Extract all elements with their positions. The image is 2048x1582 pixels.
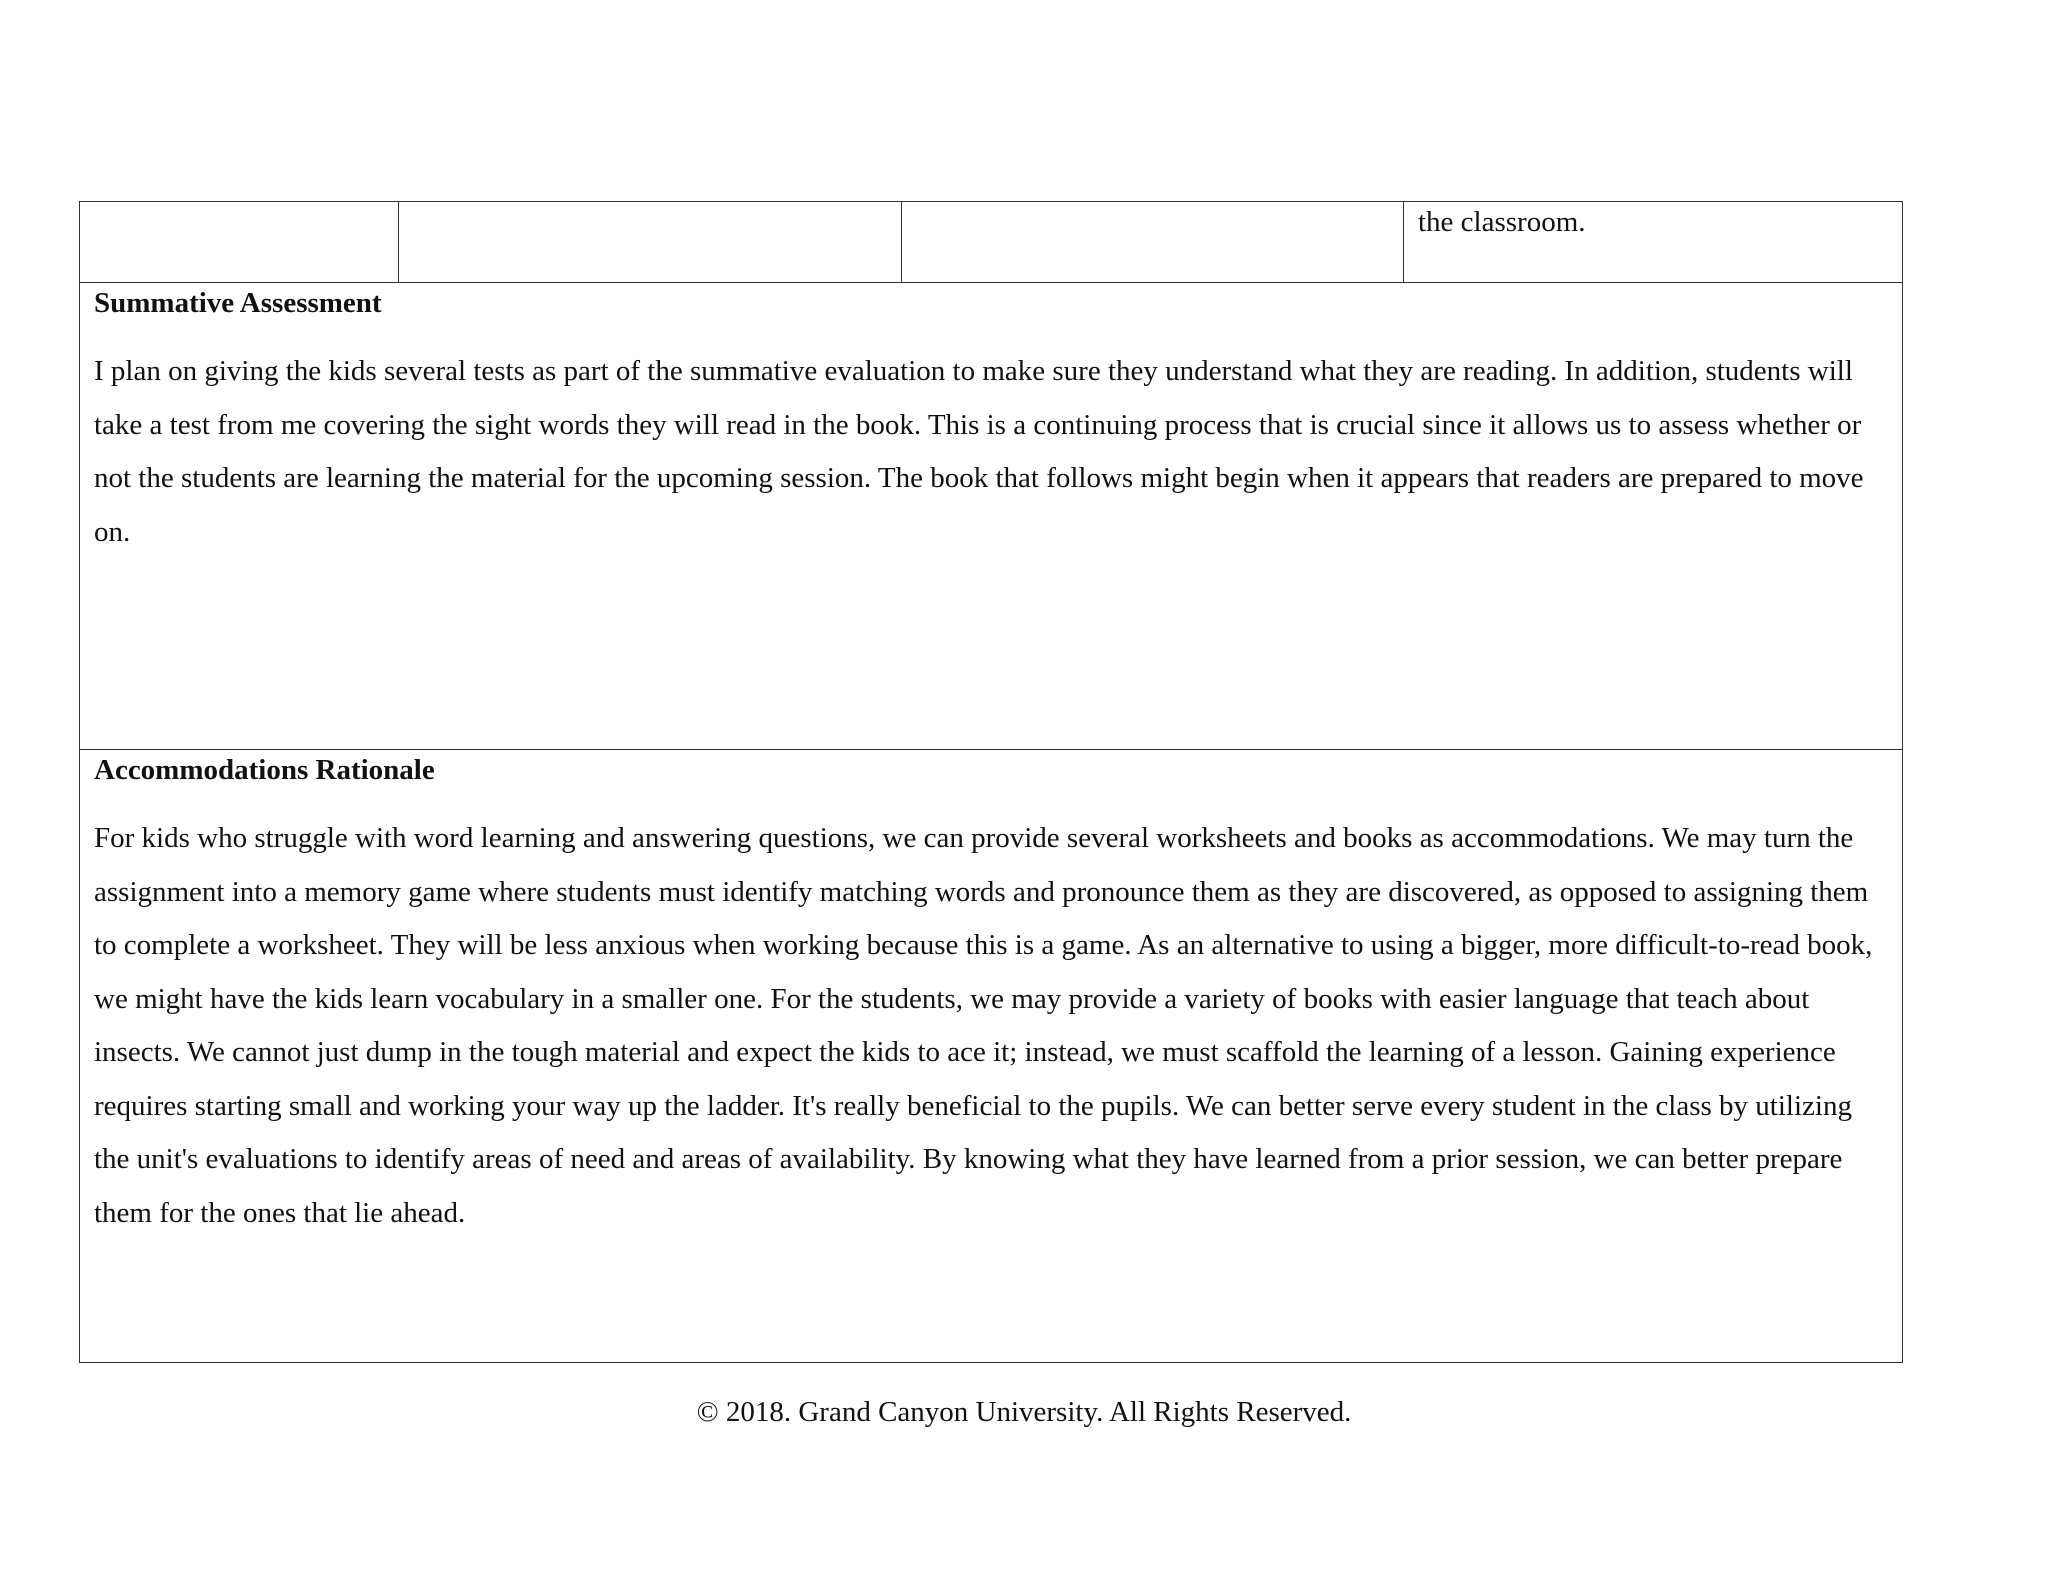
table-row-continuation: [80, 202, 1903, 283]
lesson-plan-table: [79, 201, 1903, 1363]
table-cell-3: [902, 202, 1404, 283]
table-cell-1: [80, 202, 399, 283]
table-row-accommodations: [80, 750, 1903, 1363]
cell-text-classroom: the classroom.: [1418, 206, 1586, 238]
accommodations-rationale-body: For kids who struggle with word learning and answering questions, we can provide several worksheets and books as accommodations. We may turn the assignment into a memory game where students must identify matching words and pronounce them as they are discovered, as opposed to assigning them to complete a worksheet. They will be less anxious when working because this is a game. As an alternative to using a bigger, more difficult-to-read book, we might have the kids learn vocabulary in a smaller one. For the students, we may provide a variety of books with easier language that teach about insects. We cannot just dump in the tough material and expect the kids to ace it; instead, we must scaffold the learning of a lesson. Gaining experience requires starting small and working your way up the ladder. It's really beneficial to the pupils. We can better serve every student in the class by utilizing the unit's evaluations to identify areas of need and areas of availability. By knowing what they have learned from a prior session, we can better prepare them for the ones that lie ahead.: [94, 822, 1873, 1229]
accommodations-rationale-title: Accommodations Rationale: [94, 754, 435, 786]
summative-assessment-cell: [80, 283, 1903, 750]
table-cell-2: [399, 202, 902, 283]
accommodations-rationale-cell: [80, 750, 1903, 1363]
table-cell-4: [1404, 202, 1903, 283]
summative-assessment-title: Summative Assessment: [94, 287, 382, 319]
copyright-footer: © 2018. Grand Canyon University. All Rights Reserved.: [696, 1396, 1352, 1428]
table-row-summative: [80, 283, 1903, 750]
summative-assessment-body: I plan on giving the kids several tests as part of the summative evaluation to make sure they understand what they are reading. In addition, students will take a test from me covering the sight words they will read in the book. This is a continuing process that is crucial since it allows us to assess whether or not the students are learning the material for the upcoming session. The book that follows might begin when it appears that readers are prepared to move on.: [94, 355, 1864, 548]
